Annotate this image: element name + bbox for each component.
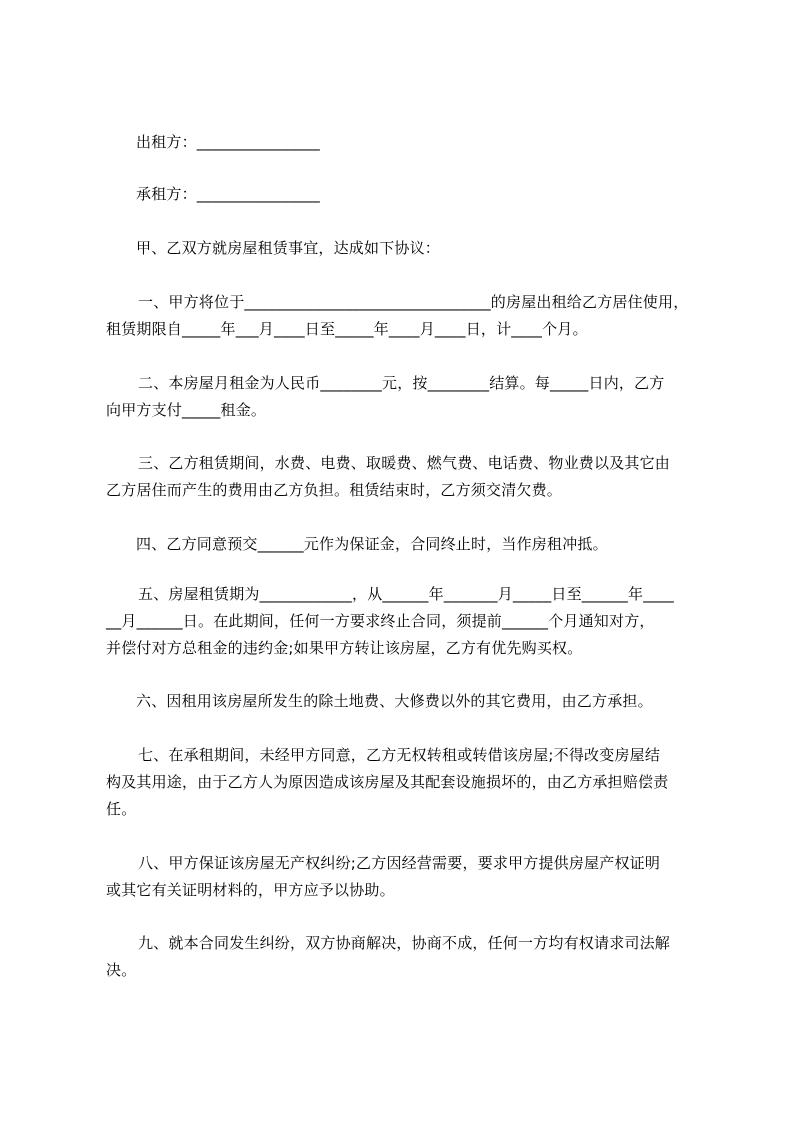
clause-3-line-2: 乙方居住而产生的费用由乙方负担。租赁结束时，乙方须交清欠费。 — [106, 481, 563, 499]
clause-8-line-1: 八、甲方保证该房屋无产权纠纷;乙方因经营需要，要求甲方提供房屋产权证明 — [138, 854, 661, 872]
clause-5-line-2: __月______日。在此期间，任何一方要求终止合同，须提前______个月通知对方， — [106, 612, 655, 630]
clause-9-line-2: 决。 — [106, 961, 137, 979]
lessee-line: 承租方：________________ — [136, 185, 321, 203]
clause-7-line-1: 七、在承租期间，未经甲方同意，乙方无权转租或转借该房屋;不得改变房屋结 — [138, 746, 661, 764]
clause-6-line-1: 六、因租用该房屋所发生的除土地费、大修费以外的其它费用，由乙方承担。 — [136, 692, 653, 710]
clause-8-line-2: 或其它有关证明材料的，甲方应予以协助。 — [106, 881, 395, 899]
lessor-line: 出租方：________________ — [136, 133, 321, 151]
clause-1-line-2: 租赁期限自_____年___月____日至_____年____月____日，计____个月。 — [106, 320, 588, 338]
clause-4-line-1: 四、乙方同意预交______元作为保证金，合同终止时，当作房租冲抵。 — [136, 535, 608, 553]
intro-line: 甲、乙双方就房屋租赁事宜，达成如下协议： — [136, 239, 441, 257]
clause-2-line-2: 向甲方支付_____租金。 — [106, 401, 267, 419]
clause-2-line-1: 二、本房屋月租金为人民币________元，按________结算。每_____日内，乙方 — [138, 374, 665, 392]
clause-7-line-2: 构及其用途，由于乙方人为原因造成该房屋及其配套设施损坏的，由乙方承担赔偿责 — [106, 773, 669, 791]
clause-5-line-3: 并偿付对方总租金的违约金;如果甲方转让该房屋，乙方有优先购买权。 — [106, 639, 583, 657]
clause-3-line-1: 三、乙方租赁期间，水费、电费、取暖费、燃气费、电话费、物业费以及其它由 — [138, 454, 671, 472]
clause-1-line-1: 一、甲方将位于________________________________的房屋出租给乙方居住使用， — [138, 293, 689, 311]
clause-5-line-1: 五、房屋租赁期为____________，从______年_______月_____日至______年____ — [138, 585, 675, 603]
clause-7-line-3: 任。 — [106, 800, 137, 818]
clause-9-line-1: 九、就本合同发生纠纷，双方协商解决，协商不成，任何一方均有权请求司法解 — [138, 934, 671, 952]
